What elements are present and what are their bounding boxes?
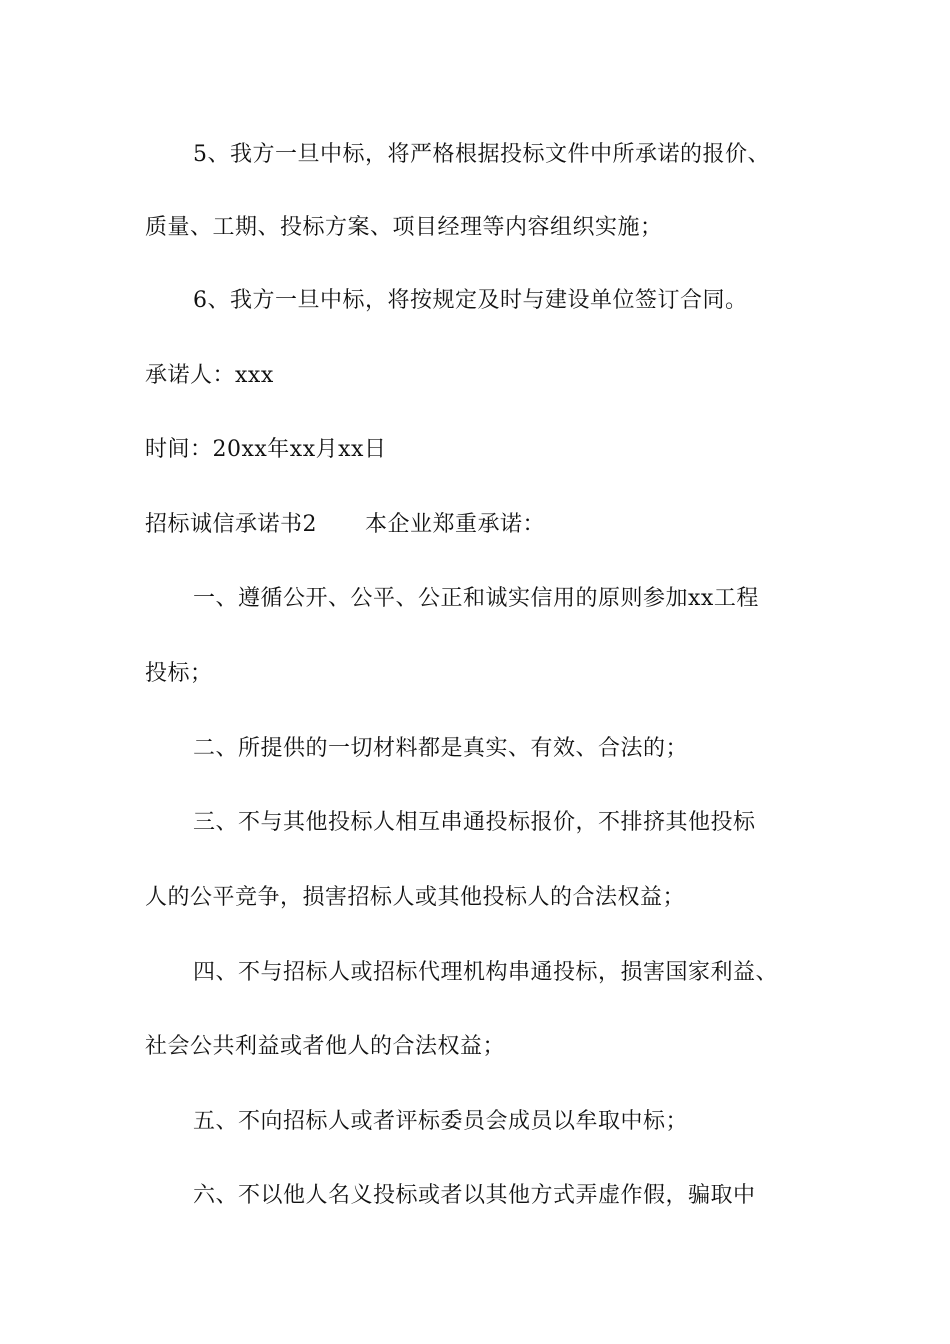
promisor-line: 承诺人：xxx [145,363,274,388]
paragraph-line: 人的公平竞争，损害招标人或其他投标人的合法权益； [145,885,686,910]
paragraph-line: 二、所提供的一切材料都是真实、有效、合法的； [193,736,689,761]
paragraph-line: 社会公共利益或者他人的合法权益； [145,1034,506,1059]
paragraph-line: 四、不与招标人或招标代理机构串通投标，损害国家利益、 [193,960,779,985]
section-title-line [145,510,545,540]
section-intro: 本企业郑重承诺： [365,512,546,537]
paragraph-line: 三、不与其他投标人相互串通投标报价，不排挤其他投标 [193,810,756,835]
paragraph-line: 五、不向招标人或者评标委员会成员以牟取中标； [193,1109,689,1134]
paragraph-line: 投标； [145,661,213,686]
section-title: 招标诚信承诺书2 [145,512,317,537]
paragraph-line: 一、遵循公开、公平、公正和诚实信用的原则参加xx工程 [193,586,759,611]
paragraph-line: 六、不以他人名义投标或者以其他方式弄虚作假，骗取中 [193,1183,756,1208]
date-line: 时间：20xx年xx月xx日 [145,437,387,462]
paragraph-line: 6、我方一旦中标，将按规定及时与建设单位签订合同。 [193,288,748,313]
paragraph-line: 质量、工期、投标方案、项目经理等内容组织实施； [145,215,663,240]
paragraph-line: 5、我方一旦中标，将严格根据投标文件中所承诺的报价、 [193,142,770,167]
